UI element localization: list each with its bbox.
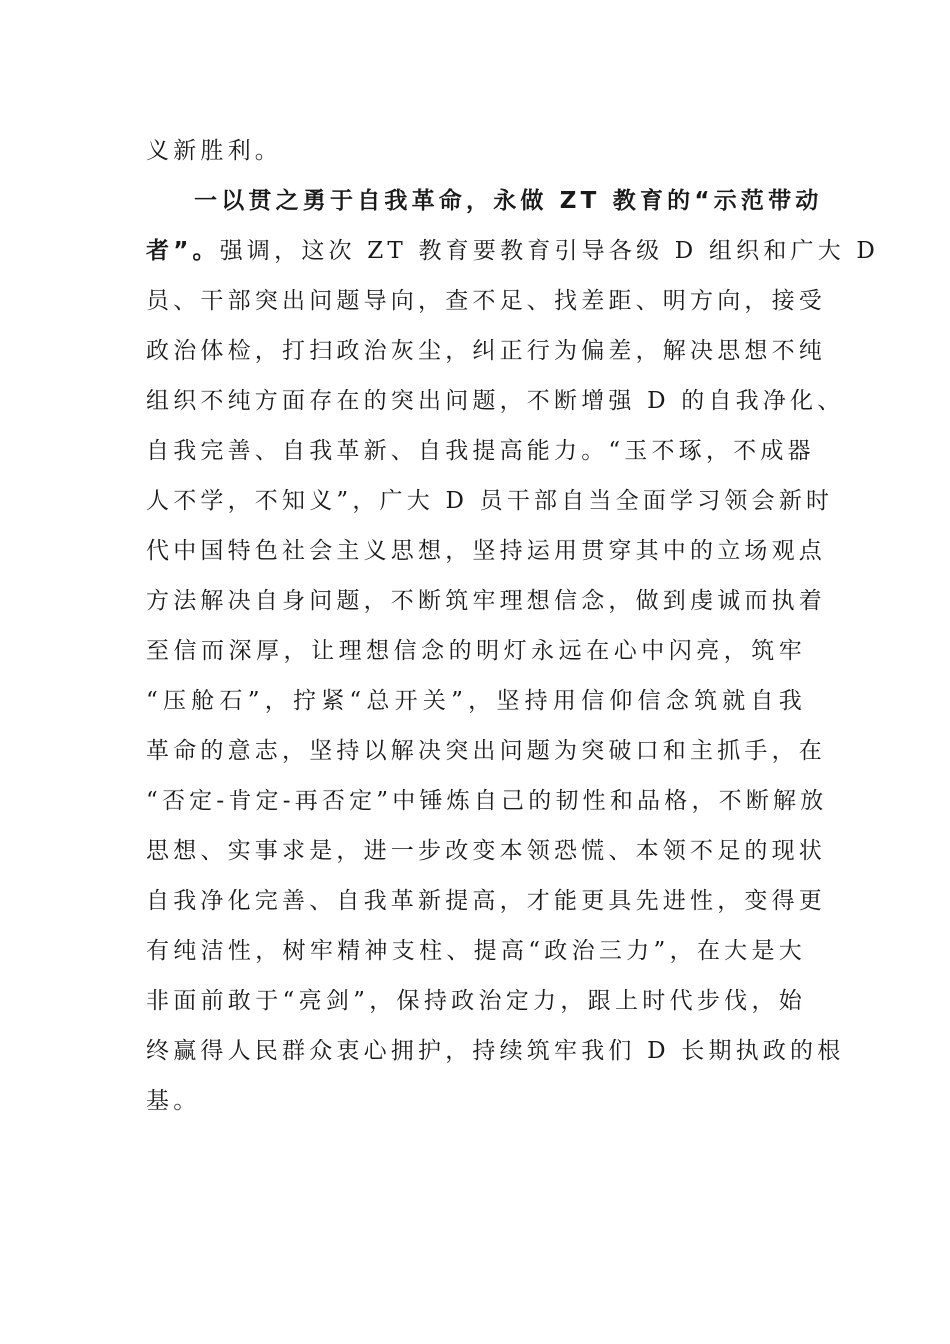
paragraph-line: 终赢得人民群众衷心拥护，持续筑牢我们 D 长期执政的根	[146, 1038, 845, 1064]
paragraph-line: 至信而深厚，让理想信念的明灯永远在心中闪亮，筑牢	[146, 638, 806, 664]
paragraph-line: 革命的意志，坚持以解决突出问题为突破口和主抓手，在	[146, 738, 826, 764]
body-text: 强调，这次 ZT 教育要教育引导各级 D 组织和广大 D	[219, 238, 880, 264]
heading-text: 一以贯之勇于自我革命，永做 ZT 教育的“示范带动	[194, 188, 823, 214]
paragraph-line: “压舱石”，拧紧“总开关”，坚持用信仰信念筑就自我	[146, 688, 806, 714]
paragraph-line: 自我完善、自我革新、自我提高能力。“玉不琢，不成器	[146, 438, 815, 464]
paragraph-line: 政治体检，打扫政治灰尘，纠正行为偏差，解决思想不纯	[146, 338, 826, 364]
paragraph-line: 组织不纯方面存在的突出问题，不断增强 D 的自我净化、	[146, 388, 845, 414]
paragraph-line: 员、干部突出问题导向，查不足、找差距、明方向，接受	[146, 288, 826, 314]
paragraph-line: 自我净化完善、自我革新提高，才能更具先进性，变得更	[146, 888, 826, 914]
paragraph-line: 代中国特色社会主义思想，坚持运用贯穿其中的立场观点	[146, 538, 826, 564]
section-heading	[194, 186, 823, 216]
paragraph-line: 方法解决自身问题，不断筑牢理想信念，做到虔诚而执着	[146, 588, 826, 614]
paragraph-line: 有纯洁性，树牢精神支柱、提高“政治三力”，在大是大	[146, 938, 806, 964]
paragraph-line: 非面前敢于“亮剑”，保持政治定力，跟上时代步伐，始	[146, 988, 806, 1014]
paragraph-line	[146, 236, 880, 266]
continued-text-line: 义新胜利。	[146, 138, 282, 164]
paragraph-line: “否定-肯定-再否定”中锤炼自己的韧性和品格，不断解放	[146, 788, 828, 814]
heading-text-end: 者”。	[146, 238, 220, 264]
paragraph-line: 思想、实事求是，进一步改变本领恐慌、本领不足的现状	[146, 838, 826, 864]
paragraph-last-line: 基。	[146, 1088, 201, 1114]
paragraph-line: 人不学，不知义”，广大 D 员干部自当全面学习领会新时	[146, 488, 834, 514]
